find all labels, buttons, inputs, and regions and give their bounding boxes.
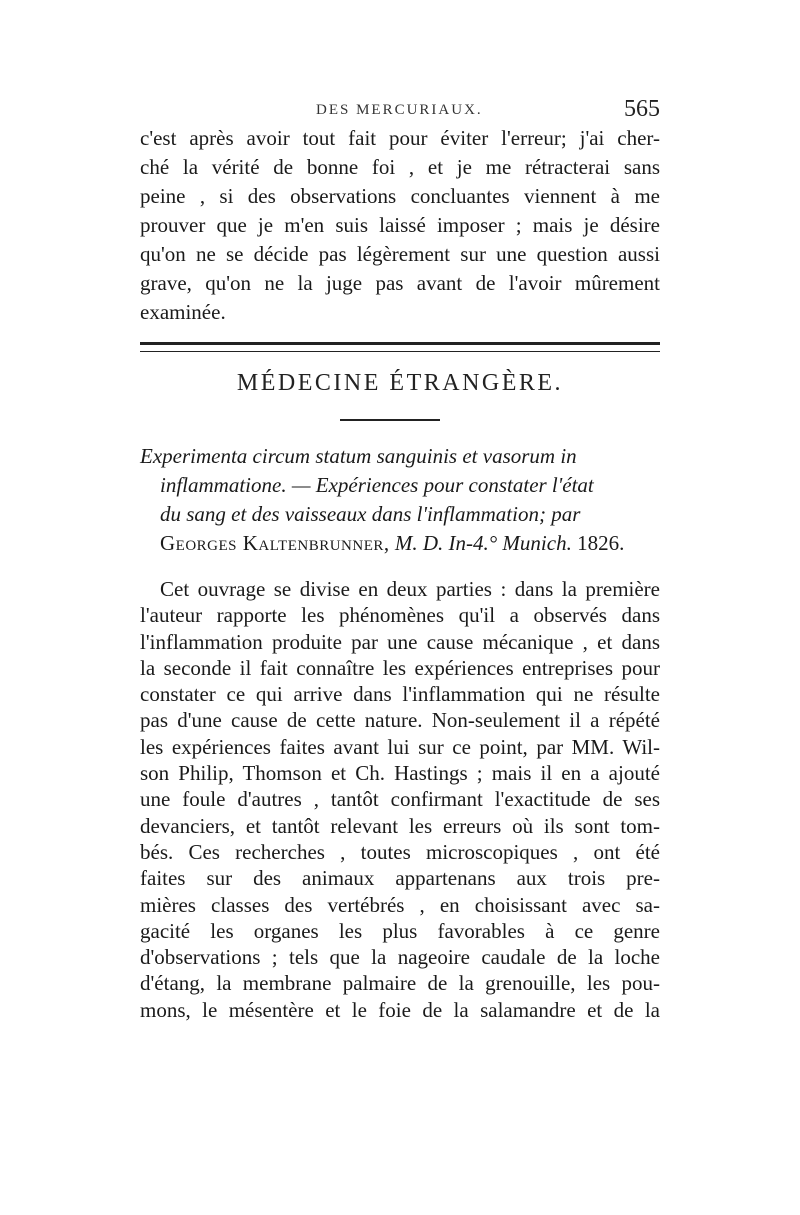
citation-line: du sang et des vaisseaux dans l'inflammation; par — [160, 502, 581, 526]
text-line: gacité les organes les plus favorables à ce genre — [140, 918, 660, 943]
bibliographic-citation — [140, 442, 660, 558]
text-line: devanciers, et tantôt relevant les erreurs où ils sont tom- — [140, 813, 660, 838]
text-line: faites sur des animaux appartenans aux trois pre- — [140, 866, 660, 891]
text-line: mières classes des vertébrés , en choisissant avec sa- — [140, 892, 660, 917]
text-line: c'est après avoir tout fait pour éviter l'erreur; j'ai cher- — [140, 126, 660, 150]
citation-year: 1826. — [571, 531, 625, 555]
text-line: l'auteur rapporte les phénomènes qu'il a observés dans — [140, 603, 660, 628]
title-underline — [340, 419, 440, 421]
citation-line — [140, 529, 660, 558]
text-line: peine , si des observations concluantes viennent à me — [140, 184, 660, 208]
intro-paragraph — [140, 124, 660, 327]
running-title: DES MERCURIAUX. — [316, 102, 483, 118]
text-line: son Philip, Thomson et Ch. Hastings ; mais il en a ajouté — [140, 761, 660, 786]
review-paragraph — [140, 576, 660, 1023]
text-line: d'étang, la membrane palmaire de la grenouille, les pou- — [140, 971, 660, 996]
text-line: une foule d'autres , tantôt confirmant l'exactitude de ses — [140, 787, 660, 812]
citation-line: inflammatione. — Expériences pour constater l'état — [160, 473, 594, 497]
text-line: pas d'une cause de cette nature. Non-seulement il a répété — [140, 708, 660, 733]
text-line: Cet ouvrage se divise en deux parties : dans la première — [160, 577, 660, 601]
citation-line: Experimenta circum statum sanguinis et vasorum in — [140, 444, 577, 468]
citation-author: Georges Kaltenbrunner, — [160, 531, 390, 555]
text-line: les expériences faites avant lui sur ce point, par MM. Wil- — [140, 734, 660, 759]
page-number: 565 — [624, 96, 660, 122]
text-line: la seconde il fait connaître les expériences entreprises pour — [140, 655, 660, 680]
running-head — [140, 96, 660, 126]
citation-format: M. D. In-4.° Munich. — [389, 531, 572, 555]
text-line: d'observations ; tels que la nageoire caudale de la loche — [140, 945, 660, 970]
text-line: qu'on ne se décide pas légèrement sur une question aussi — [140, 242, 660, 266]
section-divider — [140, 342, 660, 352]
text-line: examinée. — [140, 300, 226, 324]
text-line: bés. Ces recherches , toutes microscopiques , ont été — [140, 839, 660, 864]
text-line: ché la vérité de bonne foi , et je me rétracterai sans — [140, 155, 660, 179]
text-line: l'inflammation produite par une cause mécanique , et dans — [140, 629, 660, 654]
text-line: grave, qu'on ne la juge pas avant de l'avoir mûrement — [140, 271, 660, 295]
text-line: constater ce qui arrive dans l'inflammation qui ne résulte — [140, 682, 660, 707]
text-line: prouver que je m'en suis laissé imposer ; mais je désire — [140, 213, 660, 237]
text-line: mons, le mésentère et le foie de la salamandre et de la — [140, 997, 660, 1022]
section-title: MÉDECINE ÉTRANGÈRE. — [236, 370, 564, 396]
